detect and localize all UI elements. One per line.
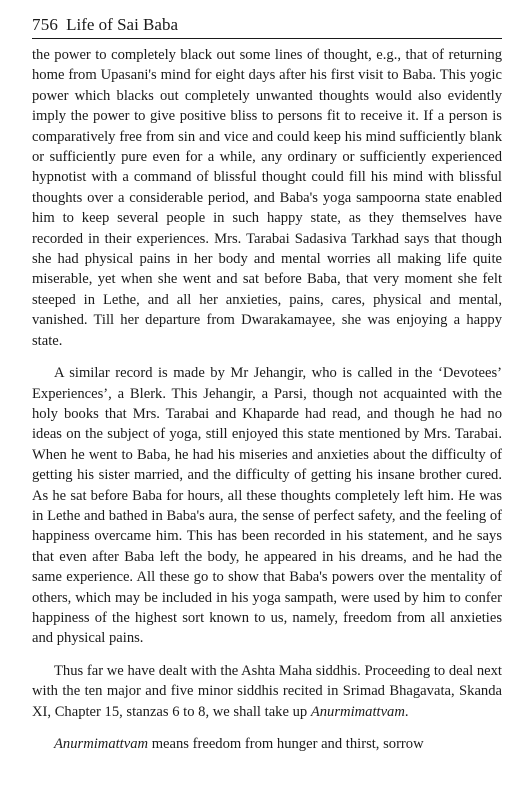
running-title: Life of Sai Baba xyxy=(66,15,178,34)
paragraph-2-text: A similar record is made by Mr Jehangir, who is called in the ‘Devotees’ Experiences’, a Blerk. This Jehangir, a Parsi, though not acquainted with the holy books that Mrs. Tarabai and Khaparde had read, and though he had no ideas on the subject of yoga, still enjoyed this state mentioned by Mrs. Tarabai. When he went to Baba, he had his miseries and anxieties about the difficulty of getting his sister married, and the difficulty of getting his insane brother cured. As he sat before Baba for hours, all these thoughts completely left him. He was in Lethe and bathed in Baba's aura, the sense of perfect safety, and the feeling of happiness overcame him. This has been recorded in his statement, and he says that even after Baba left the body, he appeared in his dreams, and he had the same experience. All these go to show that Baba's powers over the mentality of others, which may be included in his yoga sampath, were used by him to confer happiness of the highest sort known to us, namely, freedom from all anxieties and physical pains. xyxy=(32,365,502,647)
paragraph-2 xyxy=(32,363,502,649)
paragraph-4 xyxy=(32,734,502,754)
page-body xyxy=(32,45,502,754)
paragraph-3 xyxy=(32,661,502,722)
paragraph-3-text: Thus far we have dealt with the Ashta Maha siddhis. Proceeding to deal next with the ten major and five minor siddhis recited in Srimad Bhagavata, Skanda XI, Chapter 15, stanzas 6 to 8, we shall take up xyxy=(32,662,502,720)
paragraph-3-italic-term: Anurmimattvam xyxy=(310,703,405,720)
paragraph-1 xyxy=(32,45,502,351)
paragraph-1-text: the power to completely black out some lines of thought, e.g., that of returning home from Upasani's mind for eight days after his first visit to Baba. This yogic power which blacks out completely unwanted thoughts would also evidently imply the power to give positive bliss to persons fit to receive it. If a person is comparatively free from sin and vice and could keep his mind sufficiently blank or sufficiently pure even for a while, any ordinary or sufficiently experienced hypnotist with a command of blissful thought could fill his mind with blissful thoughts over a considerable period, and Baba's yoga sampoorna state enabled him to keep several people in such happy state, as they themselves have recorded in their experiences. Mrs. Tarabai Sadasiva Tarkhad says that though she had physical pains in her body and mental worries all making life quite miserable, yet when she went and sat before Baba, that very moment she felt steeped in Lethe, and all her anxieties, pains, cares, physical and mental, vanished. Till her departure from Dwarakamayee, she was enjoying a happy state. xyxy=(32,47,502,349)
paragraph-4-italic-term: Anurmimattvam xyxy=(54,736,149,752)
running-header xyxy=(32,14,502,39)
paragraph-4-text: means freedom from hunger and thirst, sorrow xyxy=(148,736,424,752)
paragraph-3-tail: . xyxy=(404,703,409,720)
page-number: 756 xyxy=(32,15,59,34)
document-page xyxy=(32,14,502,766)
